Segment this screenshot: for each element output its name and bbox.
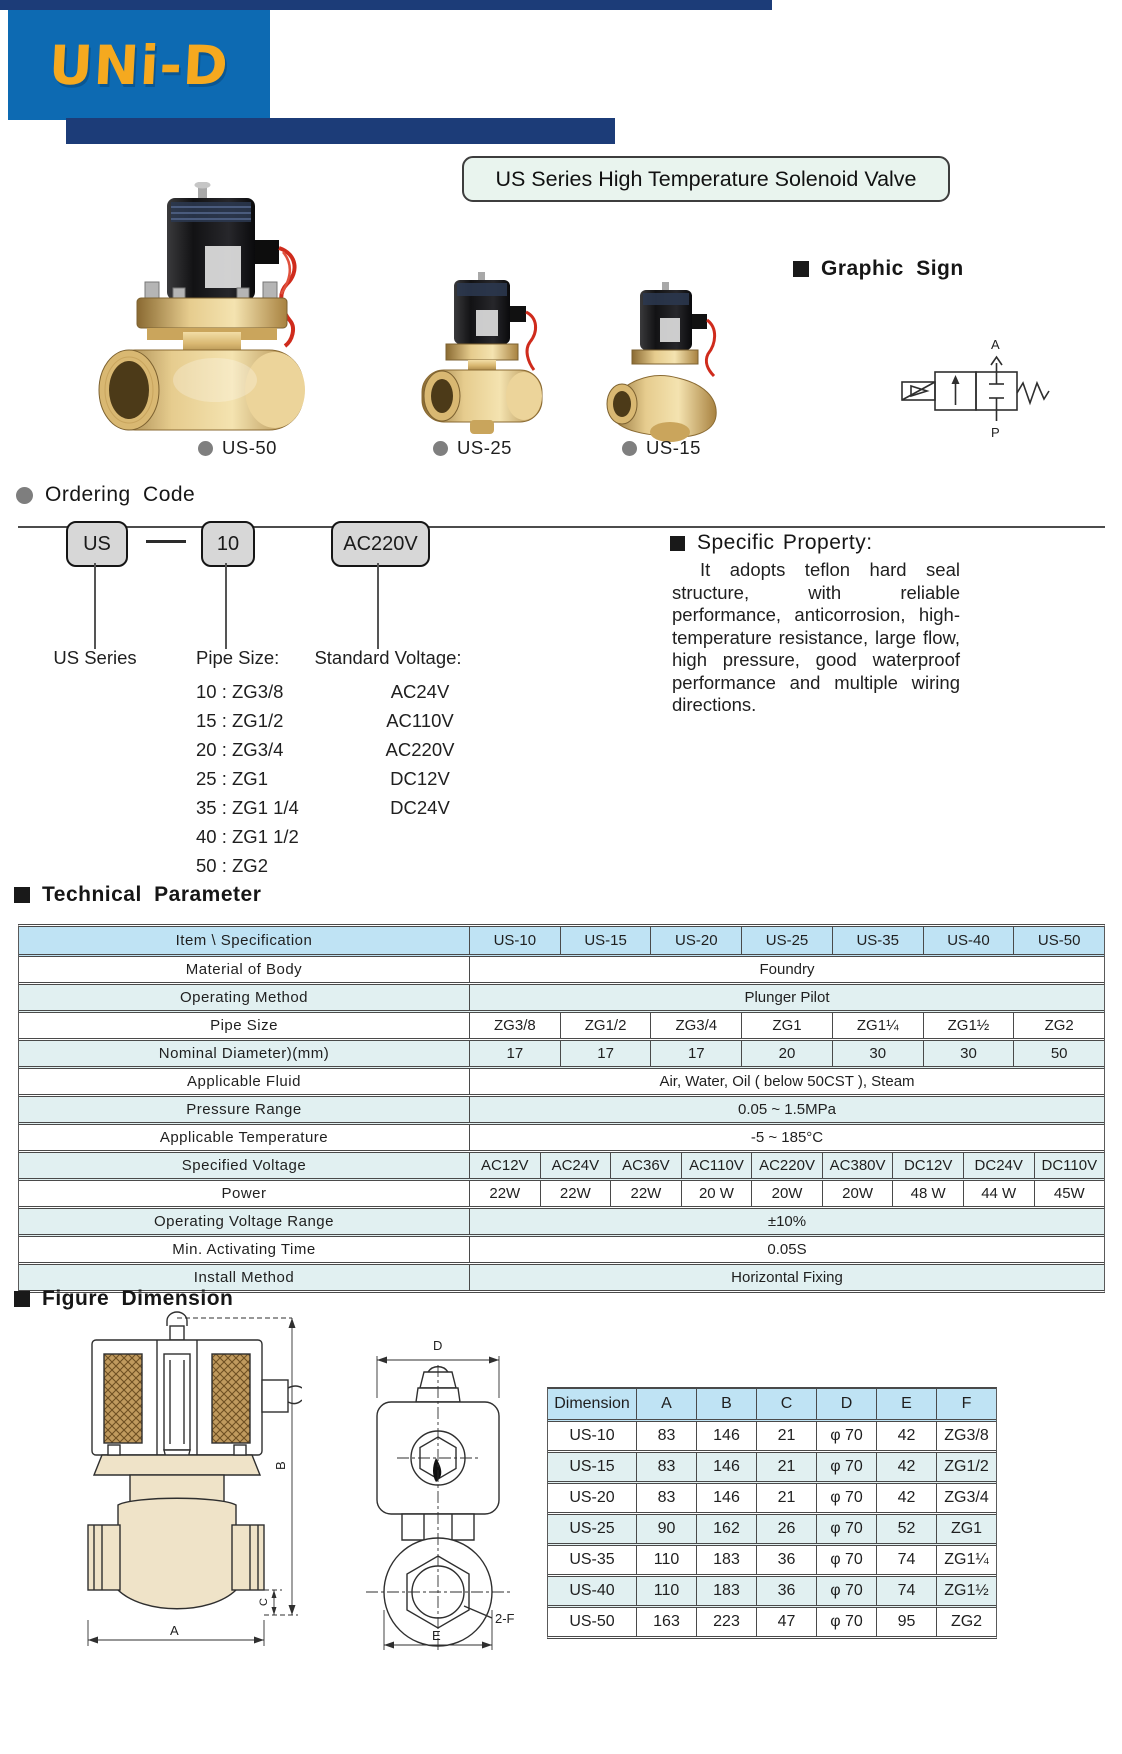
dim-cell: φ 70 — [817, 1546, 877, 1574]
technical-parameter-heading — [14, 883, 261, 907]
pipe-size-item: 10 : ZG3/8 — [196, 681, 284, 702]
dim-label-b: B — [273, 1461, 288, 1470]
tech-row-min-activating-time — [19, 1237, 1104, 1265]
tech-cell: AC24V — [541, 1153, 612, 1178]
page-title: US Series High Temperature Solenoid Valve — [462, 156, 950, 202]
tech-cell: ZG3/4 — [651, 1013, 742, 1038]
dim-cell: ZG1¼ — [944, 1551, 989, 1568]
technical-parameter-table — [18, 924, 1105, 1293]
dim-cell: 74 — [877, 1577, 937, 1605]
graphic-sign-heading — [793, 257, 964, 281]
dim-cell: 90 — [637, 1515, 697, 1543]
tech-row-value: Air, Water, Oil ( below 50CST ), Steam — [659, 1073, 915, 1090]
dimension-table — [547, 1387, 997, 1639]
bullet-icon — [433, 441, 448, 456]
tech-row-label: Operating Voltage Range — [19, 1209, 470, 1234]
tech-row-label: Min. Activating Time — [19, 1237, 470, 1262]
dim-label-d: D — [433, 1338, 443, 1353]
tech-row-specified-voltage — [19, 1153, 1104, 1181]
dim-row-us35 — [548, 1546, 996, 1577]
dim-row-us20 — [548, 1484, 996, 1515]
dim-header-cell: D — [817, 1389, 877, 1419]
series-label: US Series — [53, 647, 137, 668]
figure-dimension-title: Figure Dimension — [42, 1287, 234, 1310]
tech-row-label: Power — [19, 1181, 470, 1206]
tech-row-applicable-fluid — [19, 1069, 1104, 1097]
tech-row-nominal-diameter — [19, 1041, 1104, 1069]
dim-row-us50 — [548, 1608, 996, 1636]
dim-cell: 52 — [877, 1515, 937, 1543]
tech-cell: 44 W — [964, 1181, 1035, 1206]
dim-cell: φ 70 — [817, 1608, 877, 1636]
tech-cell: 20W — [752, 1181, 823, 1206]
dim-cell: US-35 — [548, 1546, 637, 1574]
dim-cell: ZG1½ — [944, 1582, 989, 1599]
tech-cell: 20 — [742, 1041, 833, 1066]
tech-row-label: Applicable Temperature — [19, 1125, 470, 1150]
tech-cell: 22W — [470, 1181, 541, 1206]
dim-cell: 146 — [697, 1422, 757, 1450]
dim-header-cell: B — [697, 1389, 757, 1419]
square-bullet-icon — [14, 1291, 30, 1307]
circle-bullet-icon — [16, 487, 33, 504]
dim-cell: 74 — [877, 1546, 937, 1574]
dim-cell: 83 — [637, 1484, 697, 1512]
square-bullet-icon — [793, 261, 809, 277]
product-label-us50 — [198, 437, 277, 459]
tech-cell: ZG3/8 — [470, 1013, 561, 1038]
stem-line — [377, 563, 379, 649]
product-label-us15 — [622, 437, 701, 459]
connector-dash — [146, 540, 186, 543]
dim-cell: ZG1/2 — [944, 1458, 989, 1475]
pipe-size-item: 40 : ZG1 1/2 — [196, 826, 299, 847]
tech-cell: DC24V — [964, 1153, 1035, 1178]
product-image-us15 — [600, 282, 730, 442]
tech-model-col: US-35 — [833, 927, 924, 954]
dim-cell: 42 — [877, 1484, 937, 1512]
dim-header-cell: A — [637, 1389, 697, 1419]
tech-row-value: Foundry — [759, 961, 815, 978]
dim-cell: 21 — [757, 1422, 817, 1450]
dim-cell: 110 — [637, 1546, 697, 1574]
brand-logo — [8, 10, 270, 120]
graphic-sign-title: Graphic Sign — [821, 257, 964, 280]
tech-row-value: 0.05 ~ 1.5MPa — [738, 1101, 836, 1118]
specific-property-text: It adopts teflon hard seal structure, with reliable performance, anticorrosion, high-temperature resistance, large flow, high pressure, good waterproof performance and multiple wiring directions. — [672, 559, 960, 715]
tech-row-operating-voltage-range — [19, 1209, 1104, 1237]
dim-cell: ZG3/8 — [944, 1427, 989, 1444]
dim-cell: 26 — [757, 1515, 817, 1543]
ordering-box-voltage: AC220V — [331, 521, 430, 567]
tech-row-label: Applicable Fluid — [19, 1069, 470, 1094]
tech-row-material — [19, 957, 1104, 985]
dim-cell: US-25 — [548, 1515, 637, 1543]
tech-cell: ZG2 — [1044, 1017, 1074, 1034]
valve-cross-section-drawing — [52, 1310, 302, 1655]
square-bullet-icon — [670, 536, 685, 551]
tech-cell: 22W — [611, 1181, 682, 1206]
dim-cell: US-40 — [548, 1577, 637, 1605]
brand-logo-text: UNi-D — [47, 33, 231, 97]
dim-label-e: E — [432, 1628, 441, 1643]
tech-cell: ZG1/2 — [561, 1013, 652, 1038]
dim-cell: 162 — [697, 1515, 757, 1543]
tech-row-value: Horizontal Fixing — [731, 1269, 843, 1286]
dim-cell: φ 70 — [817, 1422, 877, 1450]
stem-line — [94, 563, 96, 649]
tech-cell: ZG1¼ — [833, 1013, 924, 1038]
header-underline-bar — [66, 118, 615, 144]
dim-label-a: A — [170, 1623, 179, 1638]
tech-row-label: Pipe Size — [19, 1013, 470, 1038]
pipe-size-item: 35 : ZG1 1/4 — [196, 797, 299, 818]
port-label-p: P — [991, 425, 1000, 440]
tech-cell: ZG1 — [742, 1013, 833, 1038]
dim-cell: 21 — [757, 1484, 817, 1512]
dim-cell: 36 — [757, 1577, 817, 1605]
tech-cell: AC220V — [752, 1153, 823, 1178]
tech-cell: ZG1½ — [924, 1013, 1015, 1038]
dim-cell: US-50 — [548, 1608, 637, 1636]
tech-cell: 20W — [823, 1181, 894, 1206]
dim-row-us25 — [548, 1515, 996, 1546]
tech-model-col: US-20 — [651, 927, 742, 954]
dim-cell: 36 — [757, 1546, 817, 1574]
tech-cell: AC12V — [470, 1153, 541, 1178]
dim-cell: ZG1 — [950, 1520, 983, 1537]
tech-cell: 30 — [833, 1041, 924, 1066]
dim-cell: 146 — [697, 1453, 757, 1481]
product-label-text: US-25 — [457, 437, 512, 458]
dim-cell: 83 — [637, 1453, 697, 1481]
dim-row-us40 — [548, 1577, 996, 1608]
voltage-item: DC12V — [390, 768, 450, 789]
tech-model-col: US-10 — [470, 927, 561, 954]
dim-cell: ZG2 — [950, 1613, 983, 1630]
valve-front-view-drawing — [352, 1310, 527, 1655]
voltage-item: DC24V — [390, 797, 450, 818]
dim-cell: ZG3/4 — [944, 1489, 989, 1506]
tech-cell: DC12V — [893, 1153, 964, 1178]
voltage-item: AC220V — [385, 739, 455, 760]
ordering-box-pipe-size: 10 — [201, 521, 255, 567]
tech-cell: 17 — [561, 1041, 652, 1066]
tech-cell: 20 W — [682, 1181, 753, 1206]
tech-row-value: ±10% — [767, 1213, 807, 1230]
tech-cell: 22W — [541, 1181, 612, 1206]
voltage-heading: Standard Voltage: — [314, 647, 462, 668]
specific-property-title: Specific Property: — [697, 531, 873, 554]
dim-cell: 95 — [877, 1608, 937, 1636]
dim-cell: 21 — [757, 1453, 817, 1481]
pipe-size-heading: Pipe Size: — [196, 647, 280, 668]
dim-cell: 183 — [697, 1546, 757, 1574]
tech-row-pressure-range — [19, 1097, 1104, 1125]
voltage-item: AC110V — [386, 710, 454, 731]
port-label-a: A — [991, 337, 1000, 352]
dim-cell: 42 — [877, 1453, 937, 1481]
pipe-size-item: 15 : ZG1/2 — [196, 710, 284, 731]
tech-cell: DC110V — [1041, 1157, 1098, 1174]
tech-row-label: Pressure Range — [19, 1097, 470, 1122]
bullet-icon — [622, 441, 637, 456]
tech-model-col: US-25 — [742, 927, 833, 954]
tech-row-pipe-size — [19, 1013, 1104, 1041]
tech-cell: 17 — [651, 1041, 742, 1066]
tech-row-label: Nominal Diameter)(mm) — [19, 1041, 470, 1066]
ordering-code-title: Ordering Code — [45, 483, 196, 506]
tech-cell: AC110V — [682, 1153, 753, 1178]
dim-header-row — [548, 1389, 996, 1422]
pipe-size-item: 50 : ZG2 — [196, 855, 268, 876]
tech-model-col: US-15 — [561, 927, 652, 954]
dim-header-cell: Dimension — [548, 1389, 637, 1419]
dim-row-us15 — [548, 1453, 996, 1484]
dim-cell: US-10 — [548, 1422, 637, 1450]
dim-cell: US-15 — [548, 1453, 637, 1481]
dim-cell: φ 70 — [817, 1515, 877, 1543]
dim-cell: φ 70 — [817, 1453, 877, 1481]
tech-model-col: US-50 — [1037, 932, 1081, 949]
tech-row-value: -5 ~ 185°C — [750, 1129, 824, 1146]
dim-cell: 110 — [637, 1577, 697, 1605]
figure-dimension-heading — [14, 1287, 233, 1311]
tech-model-col: US-40 — [924, 927, 1015, 954]
tech-row-operating-method — [19, 985, 1104, 1013]
voltage-item: AC24V — [390, 681, 450, 702]
dim-cell: 183 — [697, 1577, 757, 1605]
product-label-us25 — [433, 437, 512, 459]
dim-cell: US-20 — [548, 1484, 637, 1512]
tech-row-label: Specified Voltage — [19, 1153, 470, 1178]
tech-row-label: Material of Body — [19, 957, 470, 982]
dim-header-cell: F — [961, 1395, 972, 1412]
dim-cell: 83 — [637, 1422, 697, 1450]
tech-cell: 45W — [1053, 1185, 1085, 1202]
tech-row-value: 0.05S — [767, 1241, 807, 1258]
pipe-size-item: 20 : ZG3/4 — [196, 739, 284, 760]
tech-row-label: Install Method — [19, 1265, 470, 1290]
ordering-code-heading — [16, 483, 195, 507]
dim-cell: 47 — [757, 1608, 817, 1636]
dim-header-cell: C — [757, 1389, 817, 1419]
dim-cell: 146 — [697, 1484, 757, 1512]
dim-cell: 223 — [697, 1608, 757, 1636]
dim-row-us10 — [548, 1422, 996, 1453]
tech-row-label: Operating Method — [19, 985, 470, 1010]
product-label-text: US-15 — [646, 437, 701, 458]
pipe-size-item: 25 : ZG1 — [196, 768, 268, 789]
voltage-list — [340, 677, 500, 822]
header-top-strip — [0, 0, 772, 10]
tech-cell: 48 W — [893, 1181, 964, 1206]
stem-line — [225, 563, 227, 649]
pipe-size-list — [196, 677, 299, 880]
tech-cell: 50 — [1050, 1045, 1068, 1062]
product-image-us25 — [412, 272, 550, 442]
tech-row-power — [19, 1181, 1104, 1209]
bullet-icon — [198, 441, 213, 456]
tech-header-item: Item \ Specification — [19, 927, 470, 954]
section-divider — [18, 526, 1105, 528]
tech-cell: AC36V — [611, 1153, 682, 1178]
tech-cell: AC380V — [823, 1153, 894, 1178]
tech-cell: 30 — [924, 1041, 1015, 1066]
dim-cell: 163 — [637, 1608, 697, 1636]
dim-cell: φ 70 — [817, 1484, 877, 1512]
square-bullet-icon — [14, 887, 30, 903]
dim-cell: φ 70 — [817, 1577, 877, 1605]
ordering-box-series: US — [66, 521, 128, 567]
product-image-us50 — [85, 182, 320, 440]
tech-cell: 17 — [470, 1041, 561, 1066]
specific-property-heading — [670, 531, 873, 555]
tech-header-row — [19, 927, 1104, 957]
tech-row-value: Plunger Pilot — [744, 989, 830, 1006]
dim-label-c: C — [258, 1598, 270, 1606]
dim-cell: 42 — [877, 1422, 937, 1450]
tech-row-applicable-temperature — [19, 1125, 1104, 1153]
dim-label-2f: 2-F — [495, 1611, 515, 1626]
valve-schematic-graphic — [790, 335, 1052, 443]
technical-parameter-title: Technical Parameter — [42, 883, 262, 906]
dim-header-cell: E — [877, 1389, 937, 1419]
product-label-text: US-50 — [222, 437, 277, 458]
